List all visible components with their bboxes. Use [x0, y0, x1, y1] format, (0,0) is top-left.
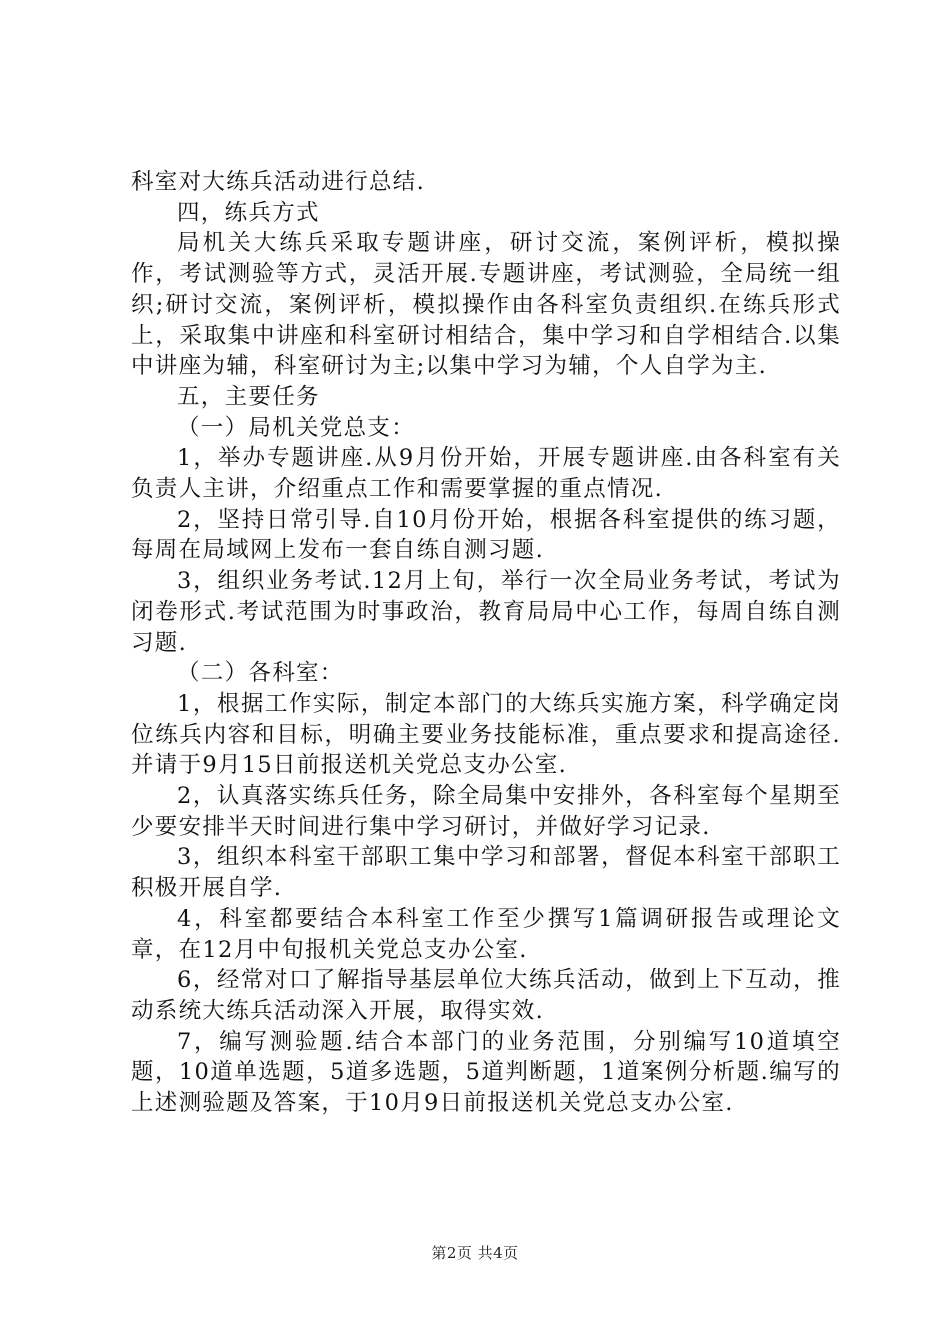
list-item-branch-1: 1，举办专题讲座.从9月份开始，开展专题讲座.由各科室有关负责人主讲，介绍重点工作和需要掌握的重点情况. — [131, 445, 841, 503]
subheading-departments: （二）各科室： — [177, 660, 344, 687]
document-body — [131, 167, 841, 1119]
heading-section-4: 四，练兵方式 — [177, 199, 320, 226]
heading-section-5: 五，主要任务 — [177, 383, 320, 410]
list-item-branch-2: 2，坚持日常引导.自10月份开始，根据各科室提供的练习题，每周在局域网上发布一套自练自测习题. — [131, 506, 841, 564]
list-item-dept-7: 7，编写测验题.结合本部门的业务范围，分别编写10道填空题，10道单选题，5道多选题，5道判断题，1道案例分析题.编写的上述测验题及答案，于10月9日前报送机关党总支办公室. — [131, 1028, 841, 1117]
list-item-dept-2: 2，认真落实练兵任务，除全局集中安排外，各科室每个星期至少要安排半天时间进行集中学习研讨，并做好学习记录. — [131, 783, 841, 840]
paragraph-summary: 科室对大练兵活动进行总结. — [131, 169, 426, 195]
page-number-footer: 第2页 共4页 — [431, 1244, 519, 1262]
paragraph-training-methods: 局机关大练兵采取专题讲座，研讨交流，案例评析，模拟操作，考试测验等方式，灵活开展.专题讲座，考试测验，全局统一组织;研讨交流，案例评析，模拟操作由各科室负责组织.在练兵形式上，采取集中讲座和科室研讨相结合，集中学习和自学相结合.以集中讲座为辅，科室研讨为主;以集中学习为辅，个人自学为主. — [131, 230, 841, 380]
list-item-dept-1: 1，根据工作实际，制定本部门的大练兵实施方案，科学确定岗位练兵内容和目标，明确主要业务技能标准，重点要求和提高途径.并请于9月15日前报送机关党总支办公室. — [131, 690, 841, 779]
list-item-dept-4: 4，科室都要结合本科室工作至少撰写1篇调研报告或理论文章，在12月中旬报机关党总支办公室. — [131, 905, 841, 963]
list-item-branch-3: 3，组织业务考试.12月上旬，举行一次全局业务考试，考试为闭卷形式.考试范围为时事政治，教育局局中心工作，每周自练自测习题. — [131, 568, 841, 656]
subheading-party-branch: （一）局机关党总支： — [177, 414, 416, 441]
list-item-dept-3: 3，组织本科室干部职工集中学习和部署，督促本科室干部职工积极开展自学. — [131, 844, 841, 902]
list-item-dept-6: 6，经常对口了解指导基层单位大练兵活动，做到上下互动，推动系统大练兵活动深入开展，取得实效. — [131, 967, 841, 1024]
